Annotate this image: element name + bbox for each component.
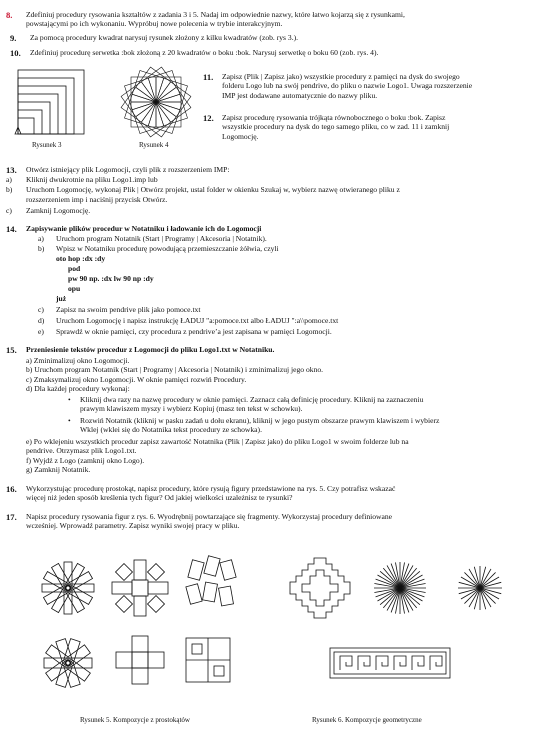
item-14-sub-a: Uruchom program Notatnik (Start | Programy | Akcesoria | Notatnik). — [56, 234, 267, 243]
bullet-icon: • — [68, 416, 71, 425]
text-line: powstającymi po ich wykonaniu. Wypróbuj nowe polecenia w trybie interakcyjnym. — [26, 19, 283, 29]
item-14-sub-b: Wpisz w Notatniku procedurę powodującą przemieszczanie żółwia, czyli — [56, 244, 279, 253]
text-line: pendrive. Otrzymasz plik Logo1.txt. — [26, 446, 137, 456]
code-line: już — [56, 294, 67, 303]
item-13-text — [26, 165, 230, 174]
text-line: e) Po wklejeniu wszystkich procedur zapisz zawartość Notatnika (Plik | Zapisz jako) do pliku Logo1 w swoim folderze lub na — [26, 437, 409, 446]
item-14-sub-e-label: e) — [38, 327, 44, 336]
item-15-bullet-1 — [80, 395, 423, 414]
text-line: Wykorzystując procedurę prostokąt, napisz procedury, które rysują figury przedstawione na rys. 5. Czy potrafisz wskazać — [26, 484, 396, 493]
item-16-text — [26, 484, 395, 503]
text-line: prawym klawiszem myszy i wybierz Kopiuj (masz ten tekst w schowku). — [80, 404, 303, 414]
item-15-steps — [26, 356, 323, 394]
item-14-sub-a-label: a) — [38, 234, 44, 243]
item-15-steps-2 — [26, 437, 409, 475]
text-line: Kliknij dwa razy na nazwę procedury w oknie pamięci. Zaznacz całą definicję procedury. Kliknij na zaznaczeniu — [80, 395, 424, 404]
figure-serwetka — [118, 64, 194, 140]
item-number-14: 14. — [6, 224, 17, 234]
item-10-text — [30, 48, 378, 57]
item-13-sub-b-label: b) — [6, 185, 13, 194]
bullet-icon: • — [68, 395, 71, 404]
text-line: g) Zamknij Notatnik. — [26, 465, 91, 475]
figure-geometric-compositions — [280, 548, 530, 708]
code-line: pod — [68, 264, 81, 273]
item-13-sub-c-label: c) — [6, 206, 12, 215]
item-number-11: 11. — [203, 72, 214, 82]
text-line: folderu Logo lub na swój pendrive, do pliku o nazwie Logo1. Uwaga rozszerzenie — [222, 81, 473, 91]
item-12-text — [222, 113, 449, 141]
text-line: Otwórz istniejący plik Logomocji, czyli plik z rozszerzeniem IMP: — [26, 165, 230, 174]
item-13-sub-b: Uruchom Logomocję, wykonaj Plik | Otwórz projekt, ustal folder w okienku Szukaj w, wybierz nazwę otwieranego pliku z — [26, 185, 400, 194]
text-line: więcej niż jeden sposób kreślenia tych figur? Od jakiej wielkości uzależnisz te rysunki? — [26, 493, 293, 503]
item-14-sub-c-label: c) — [38, 305, 44, 314]
item-14-sub-c: Zapisz na swoim pendrive plik jako pomoce.txt — [56, 305, 201, 314]
item-13-sub-b-cont: rozszerzeniem imp i naciśnij przycisk Otwórz. — [26, 195, 168, 204]
item-17-text — [26, 512, 392, 531]
item-14-sub-b-label: b) — [38, 244, 45, 253]
item-number-8: 8. — [6, 10, 13, 20]
code-line: pw 90 np. :dx lw 90 np :dy — [68, 274, 154, 283]
item-9-text — [30, 33, 298, 42]
text-line: f) Wyjdź z Logo (zamknij okno Logo). — [26, 455, 145, 465]
text-line: Zapisz (Plik | Zapisz jako) wszystkie procedury z pamięci na dysk do swojego — [222, 72, 460, 81]
item-number-17: 17. — [6, 512, 17, 522]
text-line: Rozwiń Notatnik (kliknij w pasku zadań u dołu ekranu), kliknij w jego pustym obszarze prawym klawiszem i wybierz — [80, 416, 440, 425]
text-line: Zapisz procedurę rysowania trójkąta równobocznego o boku :bok. Zapisz — [222, 113, 446, 122]
item-15-bullet-2 — [80, 416, 439, 435]
caption-rysunek-6: Rysunek 6. Kompozycje geometryczne — [312, 716, 422, 724]
item-number-9: 9. — [10, 33, 17, 43]
item-14-sub-e: Sprawdź w oknie pamięci, czy procedura z pendrive’a jest zapisana w pamięci Logomocji. — [56, 327, 332, 336]
text-line: IMP jest dodawane automatycznie do nazwy pliku. — [222, 90, 378, 100]
item-number-13: 13. — [6, 165, 17, 175]
figure-rectangle-compositions — [40, 548, 260, 708]
item-15-title: Przeniesienie tekstów procedur z Logomocji do pliku Logo1.txt w Notatniku. — [26, 345, 275, 354]
item-13-sub-a: Kliknij dwukrotnie na pliku Logo1.imp lub — [26, 175, 158, 184]
item-13-sub-a-label: a) — [6, 175, 12, 184]
item-8-text — [26, 10, 526, 29]
figure-nested-squares — [12, 64, 102, 139]
text-line: Logomocję. — [222, 131, 259, 141]
item-13-sub-c: Zamknij Logomocję. — [26, 206, 91, 215]
text-line: Wklej (wklei się do Notatnika tekst procedury ze schowka). — [80, 425, 262, 435]
item-number-12: 12. — [203, 113, 214, 123]
code-line: oto hop :dx :dy — [56, 254, 106, 263]
item-11-text — [222, 72, 472, 100]
text-line: Zdefiniuj procedury rysowania kształtów z zadania 3 i 5. Nadaj im odpowiednie nazwy, które łatwo kojarzą się z rysunkami, — [26, 10, 405, 19]
item-14-title: Zapisywanie plików procedur w Notatniku i ładowanie ich do Logomocji — [26, 224, 262, 233]
text-line: c) Zmaksymalizuj okno Logomocji. W oknie pamięci rozwiń Procedury. — [26, 374, 247, 384]
item-14-sub-d: Uruchom Logomocję i napisz instrukcję ŁADUJ "a:pomoce.txt albo ŁADUJ ":a\\pomoce.txt — [56, 316, 339, 325]
text-line: d) Dla każdej procedury wykonaj: — [26, 384, 130, 394]
caption-rysunek-5: Rysunek 5. Kompozycje z prostokątów — [80, 716, 190, 724]
text-line: a) Zminimalizuj okno Logomocji. — [26, 356, 130, 365]
text-line: wcześniej. Wprowadź parametry. Zapisz wyniki swojej pracy w pliku. — [26, 521, 240, 531]
caption-rysunek-3: Rysunek 3 — [32, 141, 62, 149]
code-line: opu — [68, 284, 81, 293]
item-number-16: 16. — [6, 484, 17, 494]
item-number-10: 10. — [10, 48, 21, 58]
item-number-15: 15. — [6, 345, 17, 355]
text-line: wszystkie procedury na dysk do tego samego pliku, co w zad. 11 i zamknij — [222, 122, 450, 132]
text-line: Napisz procedury rysowania figur z rys. 6. Wyodrębnij powtarzające się fragmenty. Wykorzystaj procedury definiowane — [26, 512, 393, 521]
text-line: Za pomocą procedury kwadrat narysuj rysunek złożony z kilku kwadratów (zob. rys 3.). — [30, 33, 299, 42]
item-14-sub-d-label: d) — [38, 316, 45, 325]
text-line: Zdefiniuj procedurę serwetka :bok złożoną z 20 kwadratów o boku :bok. Narysuj serwetkę o boku 60 (zob. rys. 4). — [30, 48, 379, 57]
caption-rysunek-4: Rysunek 4 — [139, 141, 169, 149]
text-line: b) Uruchom program Notatnik (Start | Programy | Akcesoria | Notatnik) i zminimalizuj jego okno. — [26, 365, 324, 375]
